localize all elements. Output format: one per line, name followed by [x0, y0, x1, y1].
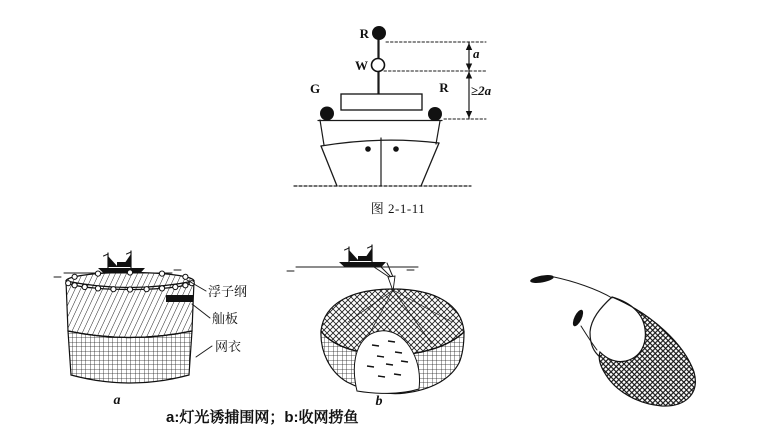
skiff-rope: [581, 326, 597, 350]
net-lower-wall: [68, 331, 192, 383]
arrow-down-icon: [466, 111, 472, 118]
arrow-up-icon: [466, 72, 472, 79]
tow-boat-icon: [530, 274, 555, 285]
white-light-label: W: [355, 58, 368, 73]
arrow-up-icon: [466, 43, 472, 50]
net-haul-drawing: [530, 274, 696, 406]
netting-label: 网衣: [215, 339, 242, 354]
float-line-bar: [166, 295, 193, 302]
hull-upper-left: [320, 120, 324, 145]
boat-icon: [339, 245, 386, 268]
figure-caption: a:灯光诱捕围网；b:收网捞鱼: [166, 409, 359, 426]
net-b-drawing: [287, 245, 464, 409]
dimension-upper-label: a: [473, 46, 480, 61]
leader-sampan: [192, 304, 210, 318]
sub-label-b: b: [375, 394, 383, 409]
skiff-icon: [571, 308, 585, 327]
starboard-light-label: R: [439, 80, 449, 95]
hull-side-right: [421, 143, 439, 186]
haul-rope: [374, 267, 389, 277]
starboard-side-light-icon: [428, 107, 442, 121]
hull-side-left: [321, 146, 337, 186]
masthead-light-label: R: [359, 26, 369, 41]
haul-rope: [387, 263, 393, 277]
hawse-dot-left: [365, 146, 371, 152]
vessel-lights-diagram: [294, 26, 492, 216]
lead-rope: [590, 297, 612, 357]
dimension-lower-label: ≥2a: [471, 83, 492, 98]
sampan-label: 舢板: [212, 311, 239, 326]
white-light-icon: [372, 59, 385, 72]
net-a-drawing: [54, 251, 247, 408]
net-wing: [599, 297, 695, 406]
tow-line: [554, 277, 612, 298]
boat-icon: [98, 251, 145, 274]
port-side-light-icon: [320, 107, 334, 121]
leader-netting: [196, 346, 212, 357]
port-light-label: G: [309, 81, 321, 96]
bulwark-curve: [321, 140, 439, 146]
hull-upper-right: [436, 121, 440, 144]
wheelhouse: [341, 94, 422, 110]
hawse-dot-right: [393, 146, 399, 152]
arrow-down-icon: [466, 64, 472, 71]
float-line-label: 浮子纲: [208, 284, 248, 299]
figure-number-caption: 图 2-1-11: [370, 201, 426, 216]
sub-label-a: a: [113, 393, 121, 408]
masthead-light-icon: [372, 26, 386, 40]
